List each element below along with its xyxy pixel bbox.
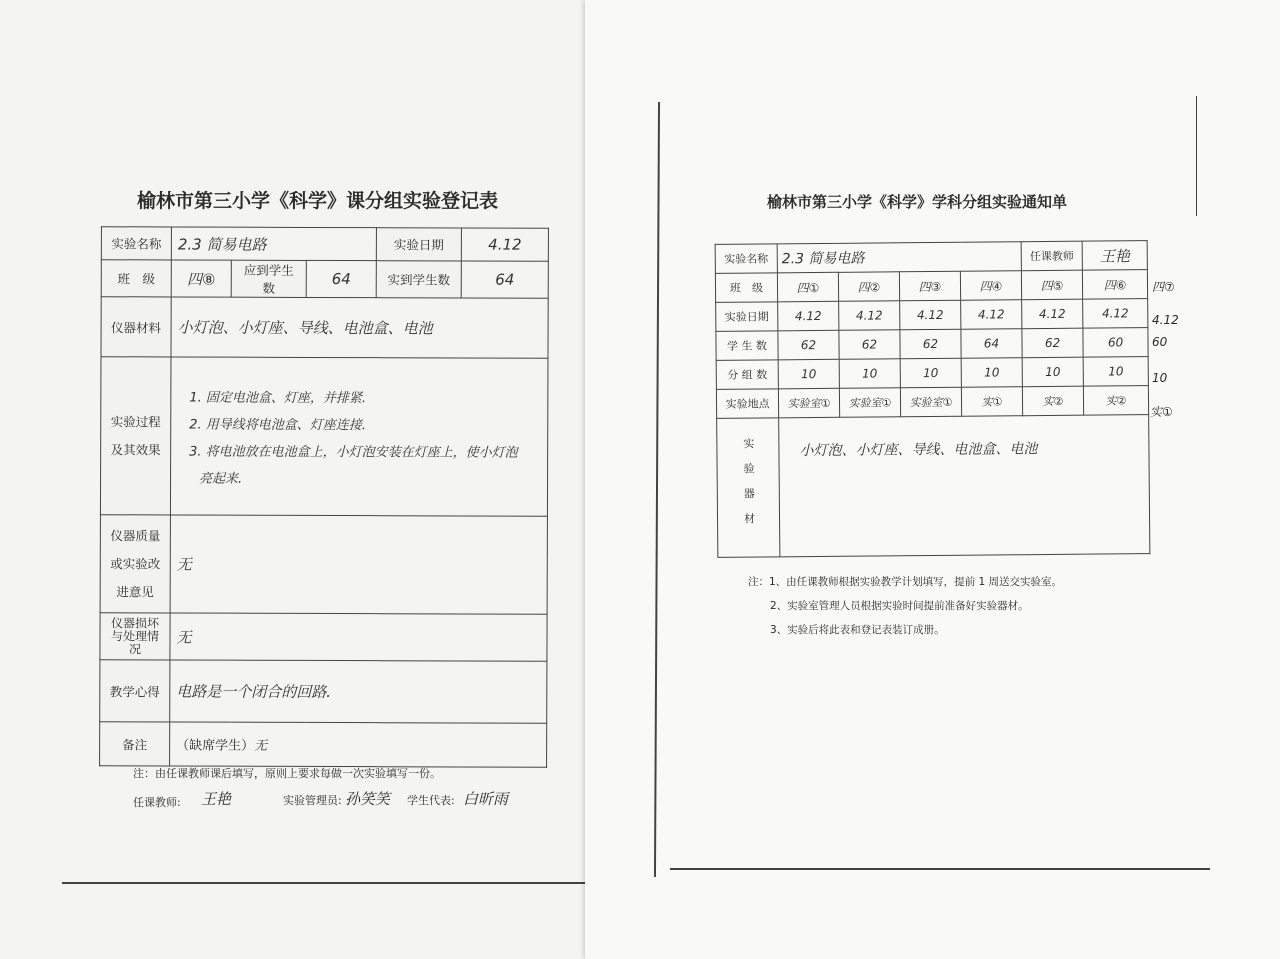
process-label: 实验过程 及其效果: [100, 357, 171, 515]
notice-title: 榆林市第三小学《科学》学科分组实验通知单: [767, 193, 1068, 211]
actual-students-value: 64: [461, 261, 548, 298]
remarks-label: 备注: [100, 722, 170, 766]
table-row: [100, 357, 548, 517]
table-row: [101, 297, 548, 359]
table-row: [100, 722, 547, 768]
table-row: [717, 415, 1150, 558]
damage-label: 仪器损坏 与处理情 况: [100, 613, 170, 660]
location-cell: 实验室①: [839, 388, 900, 418]
expected-students-value: 64: [306, 260, 376, 297]
quality-value: 无: [170, 515, 547, 614]
experiment-date-label: 实验日期: [376, 228, 461, 261]
class-label: 班 级: [101, 260, 171, 297]
location-cell: 实②: [1022, 386, 1083, 416]
table-row: [716, 328, 1148, 361]
remarks-cell: [170, 722, 547, 767]
class-cell-overflow: 四⑦: [1152, 280, 1175, 294]
students-cell: 62: [900, 329, 961, 359]
location-cell-overflow: 实①: [1150, 405, 1173, 419]
reflection-value: 电路是一个闭合的回路.: [170, 660, 547, 723]
table-row: [100, 613, 547, 662]
groups-cell: 10: [900, 358, 961, 388]
table-row: [715, 270, 1147, 303]
students-cell: 60: [1083, 328, 1148, 358]
class-cell: 四①: [777, 272, 838, 302]
groups-cell: 10: [1083, 357, 1148, 387]
date-label: 实验日期: [716, 302, 778, 332]
student-signature-value: 白昕雨: [463, 790, 509, 808]
process-step: 3. 将电池放在电池盒上，小灯泡安装在灯座上，使小灯泡: [189, 444, 518, 461]
students-label: 学 生 数: [716, 331, 778, 361]
experiment-date-value: 4.12: [461, 228, 548, 261]
materials-label: 仪器材料: [101, 297, 171, 357]
table-row: [716, 299, 1148, 332]
notice-note: 3、实验后将此表和登记表装订成册。: [770, 624, 945, 636]
date-cell: 4.12: [1022, 299, 1083, 329]
sheet-edge: [1196, 96, 1197, 216]
class-cell: 四③: [899, 271, 960, 301]
date-cell: 4.12: [900, 300, 961, 330]
damage-value: 无: [170, 613, 547, 661]
manager-signature-label: 实验管理员:: [283, 794, 342, 807]
notice-note: 2、实验室管理人员根据实验时间提前准备好实验器材。: [770, 600, 1029, 612]
students-cell: 62: [839, 330, 900, 360]
class-cell: 四⑥: [1082, 270, 1147, 300]
location-cell: 实验室①: [900, 387, 961, 417]
table-row: [100, 515, 547, 615]
student-signature-label: 学生代表:: [407, 794, 455, 807]
location-cell: 实①: [961, 387, 1022, 417]
notice-note: 注：1、由任课教师根据实验教学计划填写，提前 1 周送交实验室。: [748, 576, 1063, 588]
class-value: 四⑧: [171, 260, 231, 297]
actual-students-label: 实到学生数: [376, 261, 461, 298]
expected-students-label: 应到学生数: [231, 260, 306, 297]
process-step: 1. 固定电池盒、灯座，并排紧.: [189, 390, 367, 406]
registration-footnote: 注：由任课教师课后填写，原则上要求每做一次实验填写一份。: [133, 767, 441, 780]
students-cell: 62: [1022, 328, 1083, 358]
table-row: [716, 357, 1148, 390]
date-cell: 4.12: [778, 301, 839, 331]
remarks-prefix: （缺席学生）: [176, 738, 255, 754]
date-cell: 4.12: [961, 300, 1022, 330]
groups-label: 分 组 数: [716, 360, 778, 390]
table-row: [715, 241, 1147, 274]
registration-table: [99, 226, 549, 768]
groups-cell: 10: [961, 358, 1022, 388]
table-row: [101, 227, 548, 262]
students-cell-overflow: 60: [1152, 335, 1168, 349]
equipment-label: 实验器材: [741, 437, 756, 538]
equipment-value: 小灯泡、小灯座、导线、电池盒、电池: [779, 415, 1150, 557]
table-row: [101, 260, 548, 299]
date-cell: 4.12: [839, 301, 900, 331]
groups-cell: 10: [778, 359, 839, 389]
teacher-signature-value: 王艳: [201, 790, 232, 808]
sheet-edge: [670, 868, 1210, 870]
manager-signature-value: 孙笑笑: [345, 790, 391, 808]
location-cell: 实验室①: [778, 388, 839, 418]
students-cell: 64: [961, 329, 1022, 359]
groups-cell: 10: [839, 359, 900, 389]
students-cell: 62: [778, 330, 839, 360]
registration-title: 榆林市第三小学《科学》课分组实验登记表: [137, 190, 499, 212]
class-cell: 四②: [838, 272, 899, 302]
date-cell-overflow: 4.12: [1152, 313, 1179, 327]
location-label: 实验地点: [716, 389, 778, 419]
teacher-label: 任课教师: [1021, 241, 1082, 271]
equipment-label-cell: [717, 418, 780, 558]
process-steps: [170, 357, 548, 516]
table-row: [100, 660, 547, 724]
teacher-value: 王艳: [1082, 241, 1147, 271]
materials-value: 小灯泡、小灯座、导线、电池盒、电池: [171, 297, 548, 358]
notice-class-label: 班 级: [715, 273, 777, 303]
teacher-signature-label: 任课教师:: [133, 796, 181, 809]
groups-cell: 10: [1022, 357, 1083, 387]
reflection-label: 教学心得: [100, 660, 170, 722]
date-cell: 4.12: [1083, 299, 1148, 329]
notice-experiment-name-label: 实验名称: [715, 244, 777, 274]
quality-label: 仪器质量 或实验改 进意见: [100, 515, 170, 613]
remarks-value: 无: [254, 738, 268, 754]
location-cell: 实②: [1083, 386, 1148, 416]
experiment-name-value: 2.3 简易电路: [171, 227, 376, 261]
sheet-edge: [62, 882, 602, 884]
notice-table: [715, 240, 1151, 558]
process-step: 亮起来.: [199, 471, 243, 487]
process-step: 2. 用导线将电池盒、灯座连接.: [189, 417, 366, 433]
experiment-name-label: 实验名称: [101, 227, 171, 260]
groups-cell-overflow: 10: [1152, 371, 1168, 385]
class-cell: 四④: [960, 271, 1021, 301]
notice-experiment-name-value: 2.3 简易电路: [777, 242, 1021, 273]
table-row: [716, 386, 1148, 419]
class-cell: 四⑤: [1021, 270, 1082, 300]
